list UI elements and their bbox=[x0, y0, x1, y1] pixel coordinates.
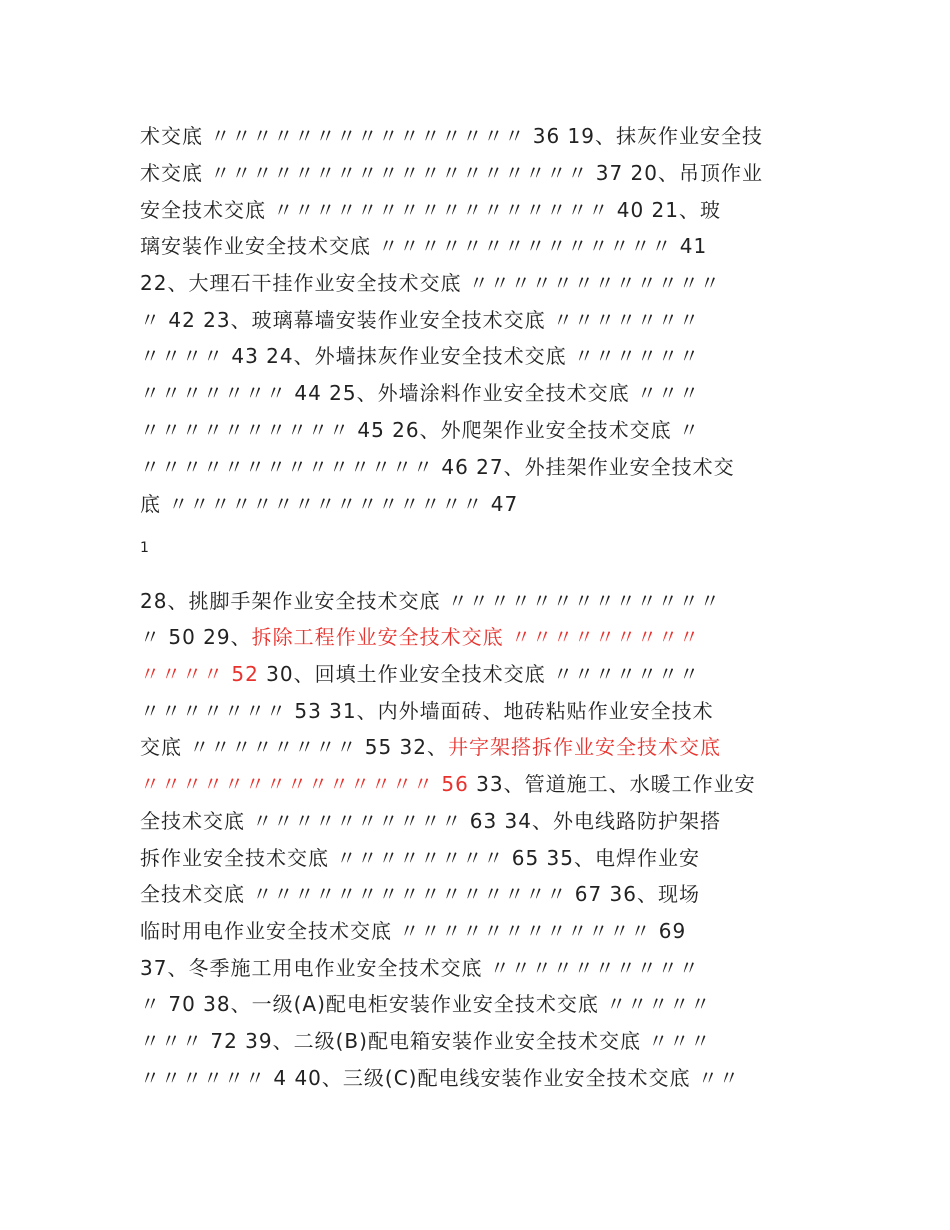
toc-text: 37、冬季施工用电作业安全技术交底 〃〃〃〃〃〃〃〃〃〃 bbox=[140, 956, 700, 980]
toc-line-10 bbox=[140, 452, 820, 482]
toc-line-12 bbox=[140, 586, 820, 616]
toc-line-16 bbox=[140, 732, 820, 762]
toc-line-5 bbox=[140, 268, 820, 298]
toc-line-23 bbox=[140, 989, 820, 1019]
toc-text: 安全技术交底 〃〃〃〃〃〃〃〃〃〃〃〃〃〃〃〃 40 21、玻 bbox=[140, 198, 721, 222]
toc-line-22 bbox=[140, 953, 820, 983]
highlighted-text: 〃〃〃〃 52 bbox=[140, 662, 259, 686]
toc-line-19 bbox=[140, 843, 820, 873]
toc-line-7 bbox=[140, 341, 820, 371]
toc-line-8 bbox=[140, 378, 820, 408]
toc-text: 〃 70 38、一级(A)配电柜安装作业安全技术交底 〃〃〃〃〃 bbox=[140, 992, 712, 1016]
toc-line-14 bbox=[140, 659, 820, 689]
toc-text: 30、回填土作业安全技术交底 〃〃〃〃〃〃〃 bbox=[258, 662, 700, 686]
toc-text: 〃〃〃〃〃〃〃〃〃〃 45 26、外爬架作业安全技术交底 〃 bbox=[140, 418, 700, 442]
toc-text: 〃〃〃〃〃〃 4 40、三级(C)配电线安装作业安全技术交底 〃〃 bbox=[140, 1066, 740, 1090]
toc-line-1 bbox=[140, 121, 820, 151]
toc-text: 22、大理石干挂作业安全技术交底 〃〃〃〃〃〃〃〃〃〃〃〃 bbox=[140, 271, 721, 295]
toc-text: 〃〃〃〃〃〃〃 53 31、内外墙面砖、地砖粘贴作业安全技术 bbox=[140, 699, 714, 723]
toc-text: 璃安装作业安全技术交底 〃〃〃〃〃〃〃〃〃〃〃〃〃〃 41 bbox=[140, 234, 708, 258]
toc-line-18 bbox=[140, 806, 820, 836]
toc-text: 临时用电作业安全技术交底 〃〃〃〃〃〃〃〃〃〃〃〃 69 bbox=[140, 919, 687, 943]
toc-text: 全技术交底 〃〃〃〃〃〃〃〃〃〃 63 34、外电线路防护架搭 bbox=[140, 809, 721, 833]
toc-text: 术交底 〃〃〃〃〃〃〃〃〃〃〃〃〃〃〃 36 19、抹灰作业安全技 bbox=[140, 124, 763, 148]
toc-text: 全技术交底 〃〃〃〃〃〃〃〃〃〃〃〃〃〃〃 67 36、现场 bbox=[140, 882, 700, 906]
toc-line-4 bbox=[140, 231, 820, 261]
toc-text: 交底 〃〃〃〃〃〃〃〃 55 32、 bbox=[140, 735, 448, 759]
toc-line-20 bbox=[140, 879, 820, 909]
toc-line-25 bbox=[140, 1063, 820, 1093]
toc-line-11 bbox=[140, 489, 820, 519]
toc-line-3 bbox=[140, 195, 820, 225]
toc-text: 拆作业安全技术交底 〃〃〃〃〃〃〃〃 65 35、电焊作业安 bbox=[140, 846, 700, 870]
page-number: 1 bbox=[140, 540, 149, 556]
toc-text: 〃〃〃〃〃〃〃 44 25、外墙涂料作业安全技术交底 〃〃〃 bbox=[140, 381, 700, 405]
toc-text: 〃〃〃〃〃〃〃〃〃〃〃〃〃〃 46 27、外挂架作业安全技术交 bbox=[140, 455, 735, 479]
toc-text: 底 〃〃〃〃〃〃〃〃〃〃〃〃〃〃〃 47 bbox=[140, 492, 519, 516]
toc-line-15 bbox=[140, 696, 820, 726]
toc-line-9 bbox=[140, 415, 820, 445]
toc-line-2 bbox=[140, 158, 820, 188]
toc-text: 33、管道施工、水暖工作业安 bbox=[468, 772, 756, 796]
toc-text: 28、挑脚手架作业安全技术交底 〃〃〃〃〃〃〃〃〃〃〃〃〃 bbox=[140, 589, 721, 613]
toc-text: 〃 50 29、 bbox=[140, 625, 252, 649]
toc-line-21 bbox=[140, 916, 820, 946]
toc-text: 术交底 〃〃〃〃〃〃〃〃〃〃〃〃〃〃〃〃〃〃 37 20、吊顶作业 bbox=[140, 161, 763, 185]
toc-line-17 bbox=[140, 769, 820, 799]
toc-text: 〃〃〃 72 39、二级(B)配电箱安装作业安全技术交底 〃〃〃 bbox=[140, 1029, 712, 1053]
highlighted-text: 〃〃〃〃〃〃〃〃〃〃〃〃〃〃 56 bbox=[140, 772, 469, 796]
toc-line-13 bbox=[140, 622, 820, 652]
toc-line-24 bbox=[140, 1026, 820, 1056]
toc-text: 〃 42 23、玻璃幕墙安装作业安全技术交底 〃〃〃〃〃〃〃 bbox=[140, 308, 700, 332]
toc-text: 〃〃〃〃 43 24、外墙抹灰作业安全技术交底 〃〃〃〃〃〃 bbox=[140, 344, 700, 368]
highlighted-text: 拆除工程作业安全技术交底 〃〃〃〃〃〃〃〃〃 bbox=[251, 625, 700, 649]
highlighted-text: 井字架搭拆作业安全技术交底 bbox=[447, 735, 721, 759]
toc-line-6 bbox=[140, 305, 820, 335]
